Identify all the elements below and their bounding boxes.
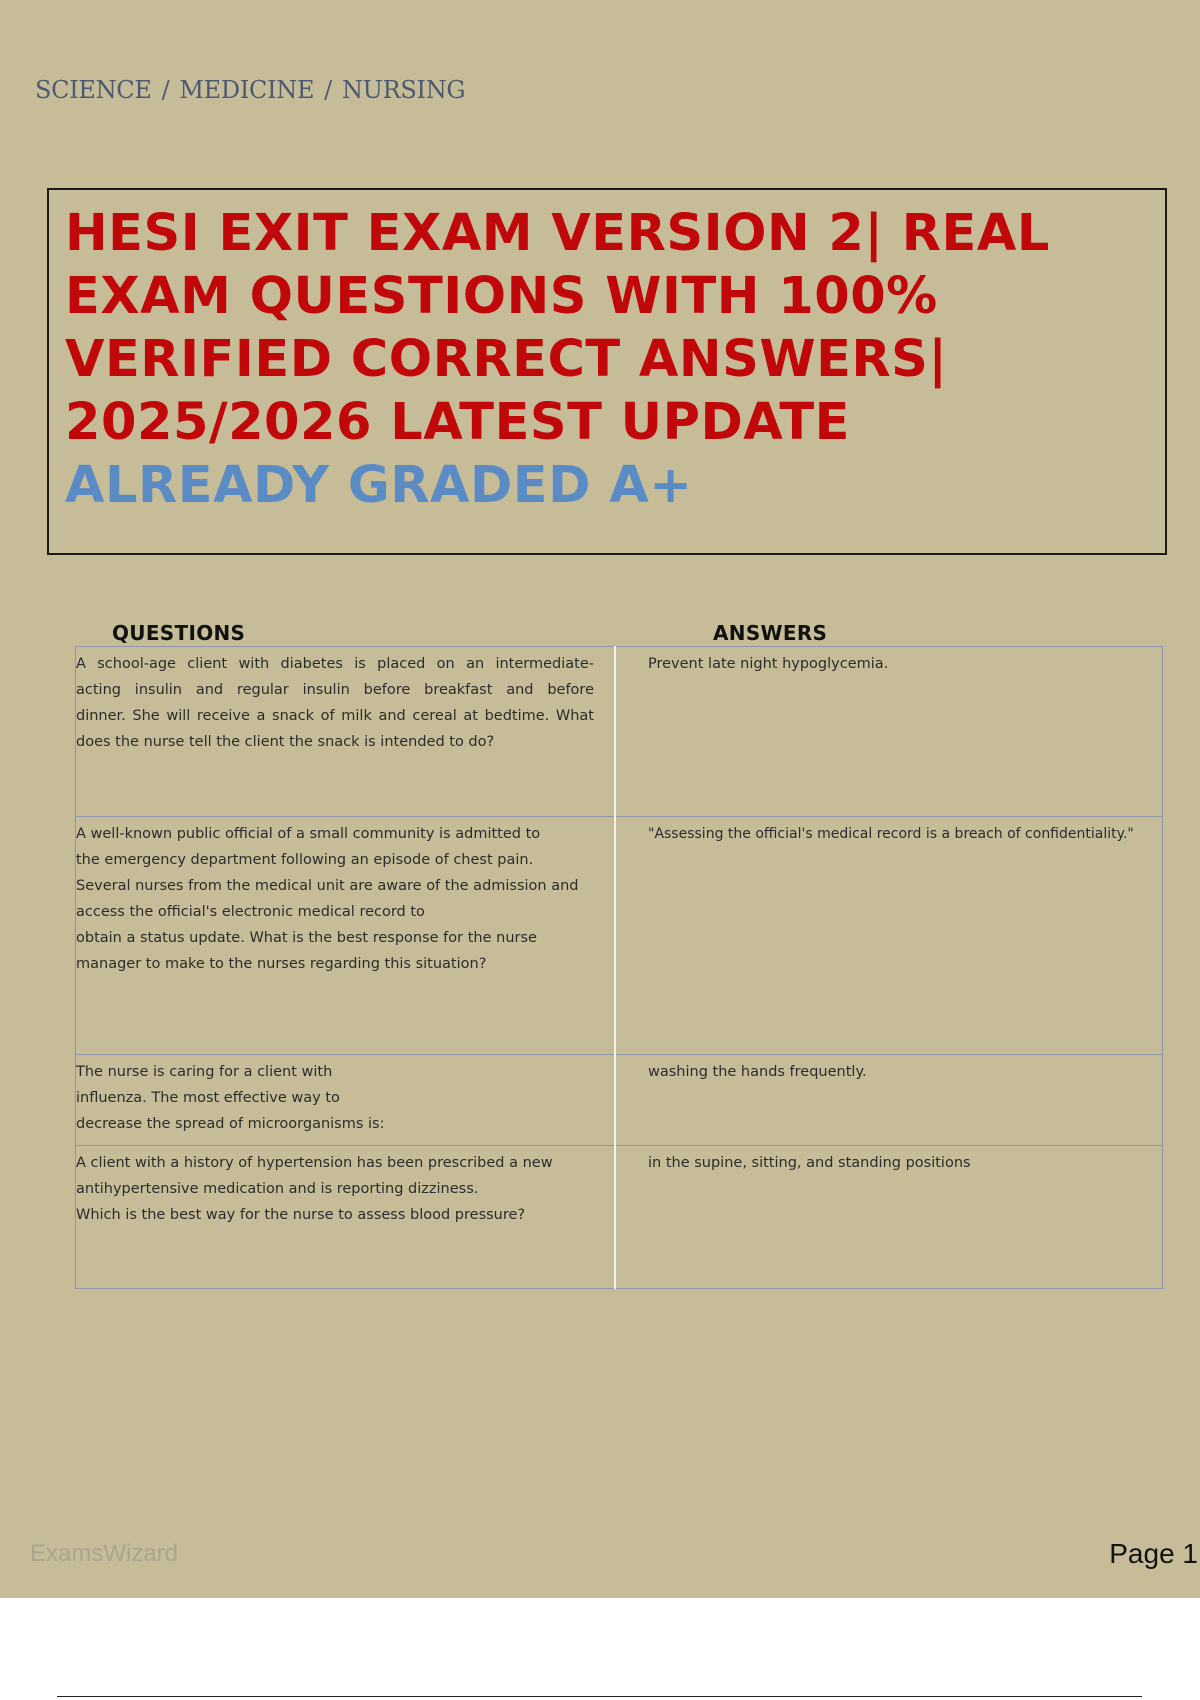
qa-table	[75, 646, 1163, 1289]
question-line: A client with a history of hypertension has been prescribed a new	[76, 1155, 553, 1171]
answer-text: in the supine, sitting, and standing positions	[648, 1155, 971, 1171]
title-line: VERIFIED CORRECT ANSWERS|	[65, 330, 948, 389]
breadcrumb-separator: /	[161, 76, 170, 104]
answer-text: washing the hands frequently.	[648, 1064, 867, 1080]
question-cell	[76, 1055, 616, 1146]
breadcrumb-item-science[interactable]: SCIENCE	[35, 76, 152, 104]
question-line: Which is the best way for the nurse to assess blood pressure?	[76, 1207, 526, 1223]
answer-cell	[615, 647, 1163, 817]
answer-cell	[615, 817, 1163, 1055]
questions-header: QUESTIONS	[112, 621, 246, 645]
question-line: access the official's electronic medical record to	[76, 904, 425, 920]
question-cell	[76, 1146, 616, 1289]
title-box	[47, 188, 1167, 555]
title-grade-line: ALREADY GRADED A+	[65, 456, 693, 515]
breadcrumb	[35, 76, 465, 104]
title-line: HESI EXIT EXAM VERSION 2| REAL	[65, 204, 1050, 263]
title-line: EXAM QUESTIONS WITH 100%	[65, 267, 938, 326]
table-row	[76, 817, 1163, 1055]
question-line: the emergency department following an episode of chest pain.	[76, 852, 534, 868]
watermark-logo: ExamsWizard	[30, 1540, 179, 1567]
document-title	[65, 202, 1155, 517]
table-row	[76, 1055, 1163, 1146]
table-row	[76, 1146, 1163, 1289]
question-line: dinner. She will receive a snack of milk and cereal at bedtime. What	[76, 708, 594, 724]
question-line: Several nurses from the medical unit are aware of the admission and	[76, 878, 579, 894]
page-number: Page 1	[1109, 1538, 1198, 1569]
answer-text: Prevent late night hypoglycemia.	[648, 656, 889, 672]
answer-cell	[615, 1146, 1163, 1289]
question-line: A school-age client with diabetes is placed on an intermediate-	[76, 656, 594, 672]
question-line: manager to make to the nurses regarding this situation?	[76, 956, 487, 972]
question-line: decrease the spread of microorganisms is:	[76, 1116, 385, 1132]
question-line: influenza. The most effective way to	[76, 1090, 340, 1106]
question-line: acting insulin and regular insulin before breakfast and before	[76, 682, 594, 698]
question-line: antihypertensive medication and is reporting dizziness.	[76, 1181, 479, 1197]
answer-cell	[615, 1055, 1163, 1146]
question-cell	[76, 647, 616, 817]
question-line: obtain a status update. What is the best response for the nurse	[76, 930, 537, 946]
answers-header: ANSWERS	[713, 621, 828, 645]
question-line: does the nurse tell the client the snack is intended to do?	[76, 734, 495, 750]
breadcrumb-separator: /	[324, 76, 332, 104]
answer-text: "Assessing the official's medical record is a breach of confidentiality."	[648, 826, 1134, 842]
table-row	[76, 647, 1163, 817]
breadcrumb-item-medicine[interactable]: MEDICINE	[179, 76, 315, 104]
title-line: 2025/2026 LATEST UPDATE	[65, 393, 850, 452]
question-cell	[76, 817, 616, 1055]
page-divider	[57, 1696, 1142, 1697]
question-line: A well-known public official of a small community is admitted to	[76, 826, 541, 842]
question-line: The nurse is caring for a client with	[76, 1064, 333, 1080]
breadcrumb-item-nursing[interactable]: NURSING	[341, 76, 466, 104]
